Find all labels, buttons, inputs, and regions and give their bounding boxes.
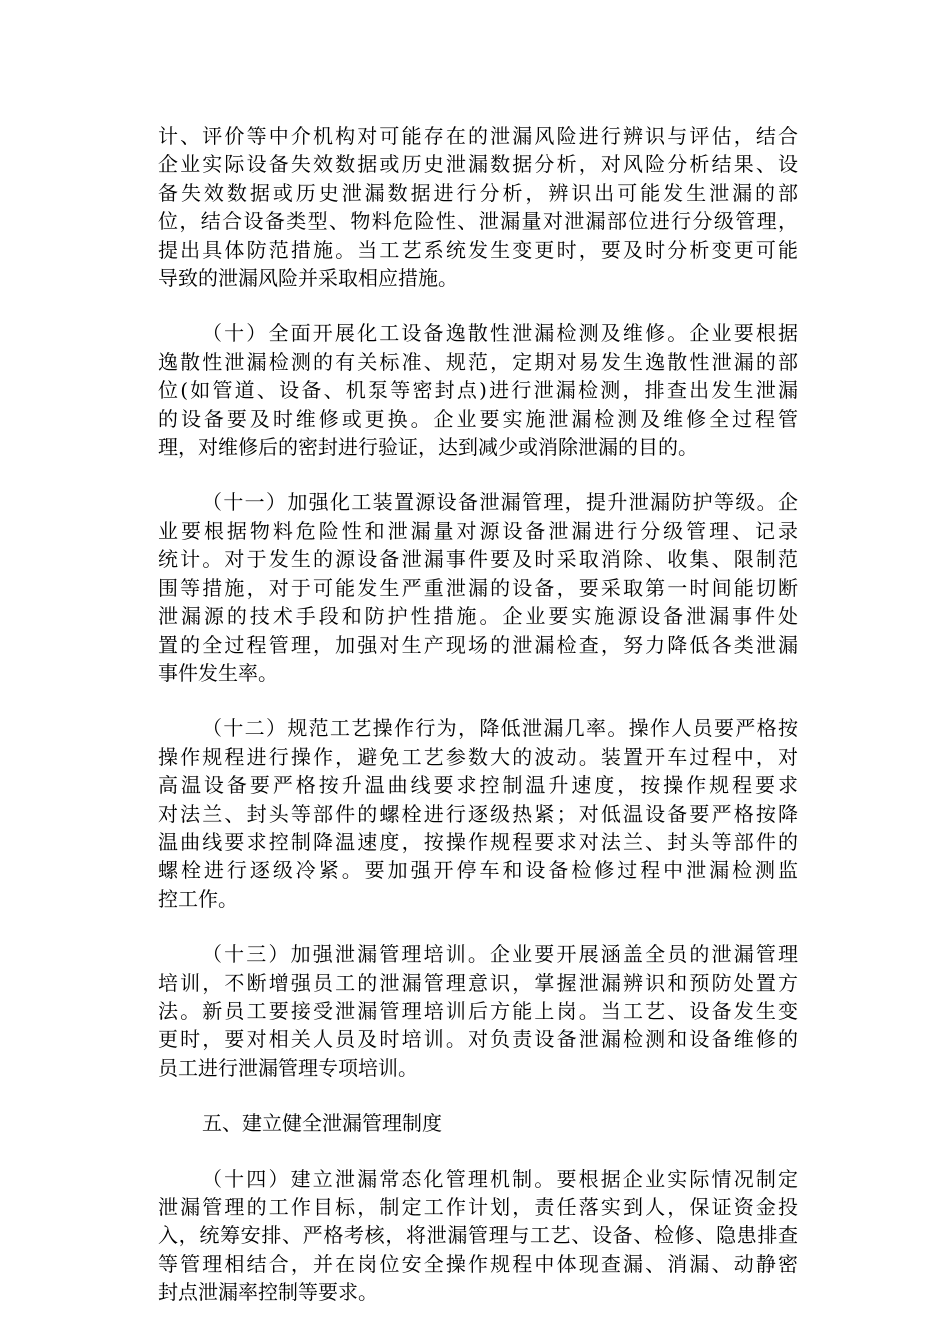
text-line: （十三）加强泄漏管理培训。企业要开展涵盖全员的泄漏管理 bbox=[202, 942, 798, 967]
text-line: 泄漏源的技术手段和防护性措施。企业要实施源设备泄漏事件处 bbox=[158, 604, 798, 629]
text-line: 导致的泄漏风险并采取相应措施。 bbox=[158, 266, 458, 291]
text-line: 温曲线要求控制降温速度，按操作规程要求对法兰、封头等部件的 bbox=[158, 829, 798, 854]
text-line: 计、评价等中介机构对可能存在的泄漏风险进行辨识与评估，结合 bbox=[158, 124, 798, 148]
text-line: 对法兰、封头等部件的螺栓进行逐级热紧；对低温设备要严格按降 bbox=[158, 801, 798, 826]
text-line: 位，结合设备类型、物料危险性、泄漏量对泄漏部位进行分级管理， bbox=[158, 209, 798, 234]
section-heading: 五、建立健全泄漏管理制度 bbox=[202, 1111, 442, 1136]
paragraph-item-13 bbox=[158, 940, 798, 1082]
paragraph-item-10 bbox=[158, 319, 798, 461]
text-line: 入，统筹安排、严格考核，将泄漏管理与工艺、设备、检修、隐患排查 bbox=[158, 1223, 798, 1248]
text-line: 员工进行泄漏管理专项培训。 bbox=[158, 1055, 418, 1080]
text-line: 逸散性泄漏检测的有关标准、规范，定期对易发生逸散性泄漏的部 bbox=[158, 349, 798, 374]
text-line: 事件发生率。 bbox=[158, 660, 278, 685]
text-line: （十四）建立泄漏常态化管理机制。要根据企业实际情况制定 bbox=[202, 1166, 798, 1191]
document-body bbox=[158, 122, 798, 1334]
text-line: 的设备要及时维修或更换。企业要实施泄漏检测及维修全过程管 bbox=[158, 406, 798, 431]
paragraph-item-14 bbox=[158, 1165, 798, 1307]
text-line: 备失效数据或历史泄漏数据进行分析，辨识出可能发生泄漏的部 bbox=[158, 180, 798, 205]
text-line: 培训，不断增强员工的泄漏管理意识，掌握泄漏辨识和预防处置方 bbox=[158, 970, 798, 995]
text-line: 高温设备要严格按升温曲线要求控制温升速度，按操作规程要求 bbox=[158, 773, 798, 798]
text-line: （十二）规范工艺操作行为，降低泄漏几率。操作人员要严格按 bbox=[202, 716, 798, 741]
text-line: 业要根据物料危险性和泄漏量对源设备泄漏进行分级管理、记录 bbox=[158, 518, 798, 543]
text-line: （十一）加强化工装置源设备泄漏管理，提升泄漏防护等级。企 bbox=[202, 490, 798, 515]
text-line: 位(如管道、设备、机泵等密封点)进行泄漏检测，排查出发生泄漏 bbox=[158, 378, 798, 403]
paragraph-item-12 bbox=[158, 714, 798, 913]
paragraph-item-11 bbox=[158, 488, 798, 687]
text-line: （十）全面开展化工设备逸散性泄漏检测及维修。企业要根据 bbox=[202, 321, 798, 346]
text-line: 围等措施，对于可能发生严重泄漏的设备，要采取第一时间能切断 bbox=[158, 575, 798, 600]
text-line: 操作规程进行操作，避免工艺参数大的波动。装置开车过程中，对 bbox=[158, 744, 798, 769]
text-line: 理，对维修后的密封进行验证，达到减少或消除泄漏的目的。 bbox=[158, 435, 698, 460]
text-line: 螺栓进行逐级冷紧。要加强开停车和设备检修过程中泄漏检测监 bbox=[158, 858, 798, 883]
text-line: 泄漏管理的工作目标，制定工作计划，责任落实到人，保证资金投 bbox=[158, 1195, 798, 1219]
text-line: 企业实际设备失效数据或历史泄漏数据分析，对风险分析结果、设 bbox=[158, 152, 798, 177]
text-line: 等管理相结合，并在岗位安全操作规程中体现查漏、消漏、动静密 bbox=[158, 1251, 798, 1276]
text-line: 置的全过程管理，加强对生产现场的泄漏检查，努力降低各类泄漏 bbox=[158, 632, 798, 657]
text-line: 法。新员工要接受泄漏管理培训后方能上岗。当工艺、设备发生变 bbox=[158, 998, 798, 1023]
text-line: 封点泄漏率控制等要求。 bbox=[158, 1280, 378, 1305]
text-line: 提出具体防范措施。当工艺系统发生变更时，要及时分析变更可能 bbox=[158, 237, 798, 262]
text-line: 控工作。 bbox=[158, 886, 238, 911]
text-line: 统计。对于发生的源设备泄漏事件要及时采取消除、收集、限制范 bbox=[158, 547, 798, 572]
paragraph-intro bbox=[158, 122, 798, 292]
text-line: 更时，要对相关人员及时培训。对负责设备泄漏检测和设备维修的 bbox=[158, 1027, 798, 1052]
